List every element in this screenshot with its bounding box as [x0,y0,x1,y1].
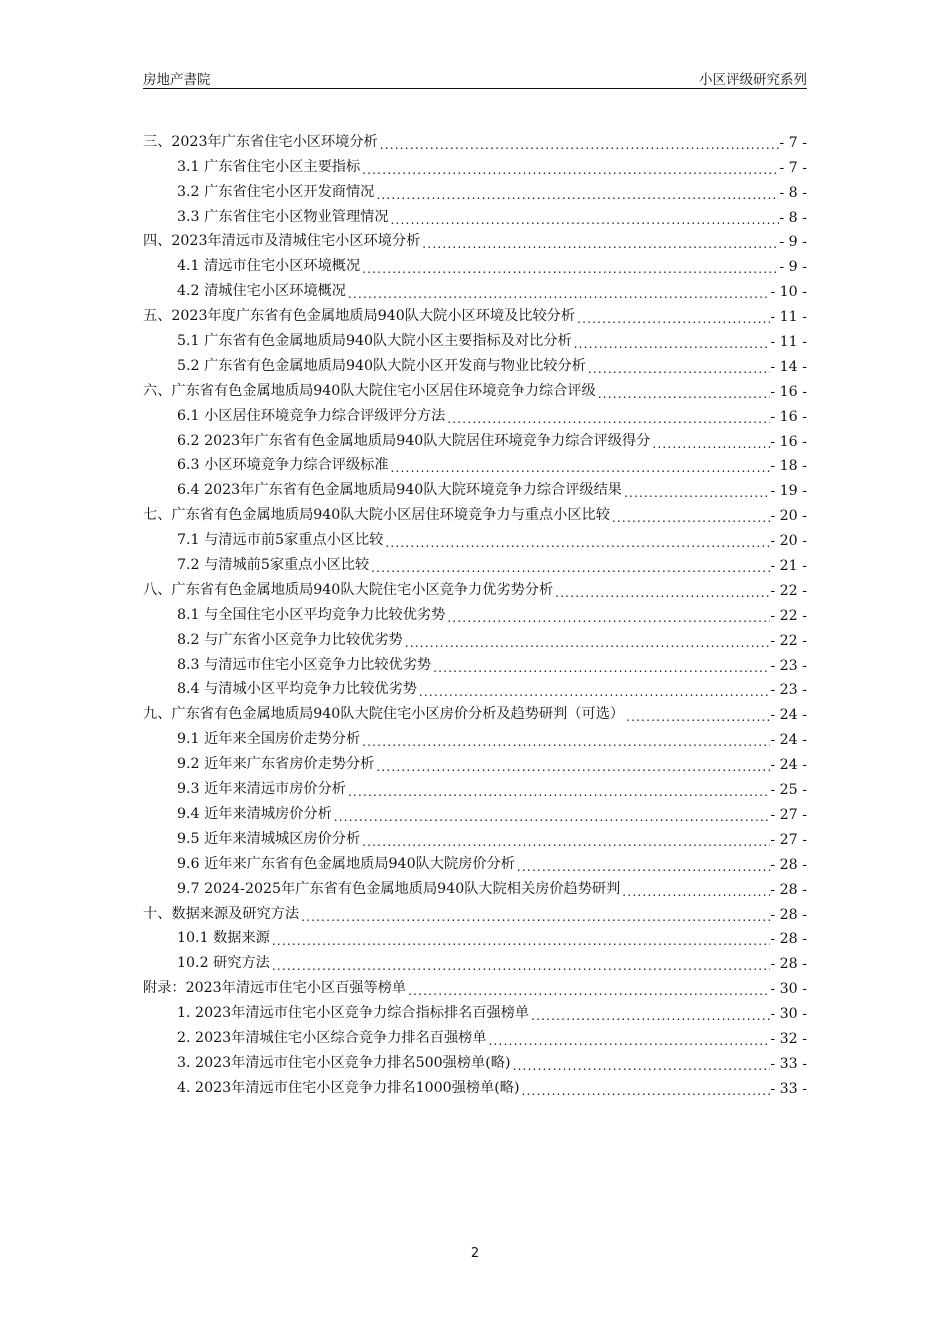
toc-entry-title: 4. 2023年清远市住宅小区竞争力排名1000强榜单(略) [177,1079,520,1096]
toc-entry[interactable] [143,748,807,773]
toc-entry-title: 3.3 广东省住宅小区物业管理情况 [177,208,389,225]
toc-entry[interactable] [143,898,807,923]
toc-entry-page: - 18 - [770,458,807,475]
toc-dot-leader [417,686,770,698]
toc-dot-leader [445,612,770,624]
toc-entry[interactable] [143,1047,807,1072]
toc-dot-leader [299,911,770,923]
toc-dot-leader [374,761,770,773]
toc-entry-page: - 30 - [770,1006,807,1023]
toc-entry-title: 2. 2023年清城住宅小区综合竞争力排名百强榜单 [177,1029,487,1046]
toc-entry-title: 5.1 广东省有色金属地质局940队大院小区主要指标及对比分析 [177,333,572,350]
toc-entry[interactable] [143,126,807,151]
toc-entry-title: 八、广东省有色金属地质局940队大院住宅小区竞争力优劣势分析 [143,581,554,598]
toc-entry-page: - 33 - [770,1055,807,1072]
toc-entry[interactable] [143,226,807,251]
toc-entry-page: - 21 - [770,558,807,575]
toc-dot-leader [406,985,770,997]
toc-entry[interactable] [143,201,807,226]
toc-entry-page: - 23 - [770,682,807,699]
toc-entry[interactable] [143,275,807,300]
toc-entry[interactable] [143,300,807,325]
toc-dot-leader [420,238,779,250]
header-publisher: 房地产書院 [143,72,211,88]
toc-entry-title: 四、2023年清远市及清城住宅小区环境分析 [143,233,421,250]
toc-dot-leader [389,462,771,474]
toc-dot-leader [378,139,780,151]
toc-dot-leader [374,189,779,201]
toc-dot-leader [520,1085,771,1097]
toc-entry-title: 9.4 近年来清城房价分析 [177,805,332,822]
toc-entry-page: - 28 - [770,956,807,973]
page-number: 2 [470,1246,480,1261]
toc-entry[interactable] [143,176,807,201]
toc-entry[interactable] [143,350,807,375]
toc-entry[interactable] [143,151,807,176]
toc-entry[interactable] [143,524,807,549]
toc-entry-page: - 20 - [770,533,807,550]
toc-dot-leader [575,313,770,325]
toc-dot-leader [622,487,770,499]
toc-entry[interactable] [143,698,807,723]
toc-entry-title: 1. 2023年清远市住宅小区竞争力综合指标排名百强榜单 [177,1005,530,1022]
toc-entry-page: - 14 - [770,358,807,375]
toc-entry-page: - 20 - [770,508,807,525]
toc-entry[interactable] [143,972,807,997]
toc-dot-leader [515,861,770,873]
toc-dot-leader [511,1060,771,1072]
toc-entry-title: 六、广东省有色金属地质局940队大院住宅小区居住环境竞争力综合评级 [143,382,596,399]
toc-dot-leader [620,886,770,898]
toc-entry-title: 五、2023年度广东省有色金属地质局940队大院小区环境及比较分析 [143,308,576,325]
toc-entry-page: - 22 - [770,632,807,649]
toc-entry-title: 9.1 近年来全国房价走势分析 [177,731,361,748]
toc-entry-title: 3. 2023年清远市住宅小区竞争力排名500强榜单(略) [177,1054,511,1071]
toc-entry-title: 5.2 广东省有色金属地质局940队大院小区开发商与物业比较分析 [177,357,586,374]
toc-dot-leader [403,637,771,649]
toc-entry-page: - 22 - [770,607,807,624]
toc-entry-page: - 9 - [779,234,807,251]
toc-entry-title: 8.2 与广东省小区竞争力比较优劣势 [177,631,403,648]
toc-entry-page: - 33 - [770,1080,807,1097]
toc-entry-title: 4.1 清远市住宅小区环境概况 [177,258,361,275]
toc-entry[interactable] [143,499,807,524]
toc-dot-leader [572,338,771,350]
toc-entry-page: - 7 - [779,134,807,151]
toc-entry[interactable] [143,773,807,798]
toc-entry[interactable] [143,599,807,624]
toc-entry-title: 6.4 2023年广东省有色金属地质局940队大院环境竞争力综合评级结果 [177,482,622,499]
toc-entry-page: - 22 - [770,582,807,599]
toc-entry-title: 9.3 近年来清远市房价分析 [177,781,346,798]
table-of-contents [143,126,807,1097]
toc-entry-title: 10.2 研究方法 [177,955,270,972]
toc-entry[interactable] [143,325,807,350]
toc-entry[interactable] [143,848,807,873]
toc-entry-title: 七、广东省有色金属地质局940队大院小区居住环境竞争力与重点小区比较 [143,507,610,524]
toc-entry[interactable] [143,549,807,574]
toc-entry-title: 3.1 广东省住宅小区主要指标 [177,158,361,175]
toc-entry-title: 3.2 广东省住宅小区开发商情况 [177,183,375,200]
toc-dot-leader [431,662,770,674]
page-header [143,66,807,89]
toc-dot-leader [487,1035,771,1047]
toc-entry[interactable] [143,873,807,898]
toc-dot-leader [553,587,770,599]
toc-entry-page: - 8 - [779,184,807,201]
toc-entry[interactable] [143,997,807,1022]
toc-dot-leader [369,562,770,574]
toc-entry-page: - 32 - [770,1030,807,1047]
toc-entry-title: 9.5 近年来清城城区房价分析 [177,830,361,847]
toc-entry[interactable] [143,1022,807,1047]
toc-entry-page: - 10 - [770,284,807,301]
toc-entry-title: 7.1 与清远市前5家重点小区比较 [177,532,384,549]
toc-dot-leader [529,1010,770,1022]
toc-dot-leader [383,537,770,549]
toc-entry-page: - 30 - [770,981,807,998]
toc-entry-page: - 24 - [770,732,807,749]
toc-dot-leader [346,786,770,798]
toc-entry-title: 8.3 与清远市住宅小区竞争力比较优劣势 [177,656,432,673]
toc-entry-page: - 9 - [779,259,807,276]
toc-entry-page: - 11 - [770,309,807,326]
toc-entry[interactable] [143,450,807,475]
toc-entry-title: 10.1 数据来源 [177,930,270,947]
toc-entry-page: - 24 - [770,707,807,724]
toc-entry-title: 9.2 近年来广东省房价走势分析 [177,756,375,773]
toc-dot-leader [596,388,771,400]
toc-entry[interactable] [143,723,807,748]
toc-entry-title: 十、数据来源及研究方法 [143,905,300,922]
toc-entry-page: - 19 - [770,483,807,500]
toc-dot-leader [610,512,770,524]
toc-entry[interactable] [143,425,807,450]
toc-dot-leader [360,263,779,275]
toc-dot-leader [346,288,770,300]
toc-entry[interactable] [143,798,807,823]
toc-entry-title: 三、2023年广东省住宅小区环境分析 [143,133,378,150]
toc-entry[interactable] [143,947,807,972]
toc-dot-leader [332,811,771,823]
toc-entry[interactable] [143,674,807,699]
toc-entry-page: - 28 - [770,856,807,873]
toc-entry[interactable] [143,923,807,948]
toc-dot-leader [360,736,770,748]
toc-entry-title: 6.1 小区居住环境竞争力综合评级评分方法 [177,407,446,424]
toc-entry-page: - 8 - [779,209,807,226]
toc-entry[interactable] [143,474,807,499]
toc-dot-leader [650,438,770,450]
toc-entry-page: - 27 - [770,831,807,848]
toc-entry-page: - 16 - [770,383,807,400]
toc-entry-page: - 16 - [770,408,807,425]
toc-entry-page: - 28 - [770,931,807,948]
toc-entry-page: - 25 - [770,782,807,799]
toc-dot-leader [360,836,770,848]
toc-entry-title: 9.6 近年来广东省有色金属地质局940队大院房价分析 [177,855,515,872]
toc-entry-page: - 11 - [770,334,807,351]
toc-entry-page: - 7 - [779,159,807,176]
toc-entry-title: 7.2 与清城前5家重点小区比较 [177,557,370,574]
toc-entry[interactable] [143,649,807,674]
toc-entry-page: - 28 - [770,881,807,898]
toc-entry-title: 8.4 与清城小区平均竞争力比较优劣势 [177,681,417,698]
toc-dot-leader [270,935,770,947]
toc-entry-page: - 28 - [770,906,807,923]
toc-entry-title: 4.2 清城住宅小区环境概况 [177,283,346,300]
toc-entry-title: 九、广东省有色金属地质局940队大院住宅小区房价分析及趋势研判（可选） [143,706,625,723]
toc-entry[interactable] [143,1072,807,1097]
toc-entry[interactable] [143,250,807,275]
toc-dot-leader [389,214,780,226]
toc-dot-leader [360,164,779,176]
toc-entry-page: - 27 - [770,806,807,823]
toc-entry-title: 8.1 与全国住宅小区平均竞争力比较优劣势 [177,606,446,623]
toc-dot-leader [445,413,770,425]
toc-entry[interactable] [143,823,807,848]
toc-entry-page: - 16 - [770,433,807,450]
toc-entry-title: 6.2 2023年广东省有色金属地质局940队大院居住环境竞争力综合评级得分 [177,432,651,449]
toc-entry-page: - 24 - [770,757,807,774]
toc-entry-page: - 23 - [770,657,807,674]
toc-entry[interactable] [143,400,807,425]
toc-entry[interactable] [143,574,807,599]
toc-entry[interactable] [143,624,807,649]
toc-entry-title: 附录：2023年清远市住宅小区百强等榜单 [143,980,407,997]
toc-dot-leader [624,711,770,723]
toc-dot-leader [270,960,770,972]
toc-dot-leader [586,363,770,375]
toc-entry-title: 6.3 小区环境竞争力综合评级标准 [177,457,389,474]
header-series-title: 小区评级研究系列 [699,72,807,88]
toc-entry-title: 9.7 2024-2025年广东省有色金属地质局940队大院相关房价趋势研判 [177,880,621,897]
toc-entry[interactable] [143,375,807,400]
